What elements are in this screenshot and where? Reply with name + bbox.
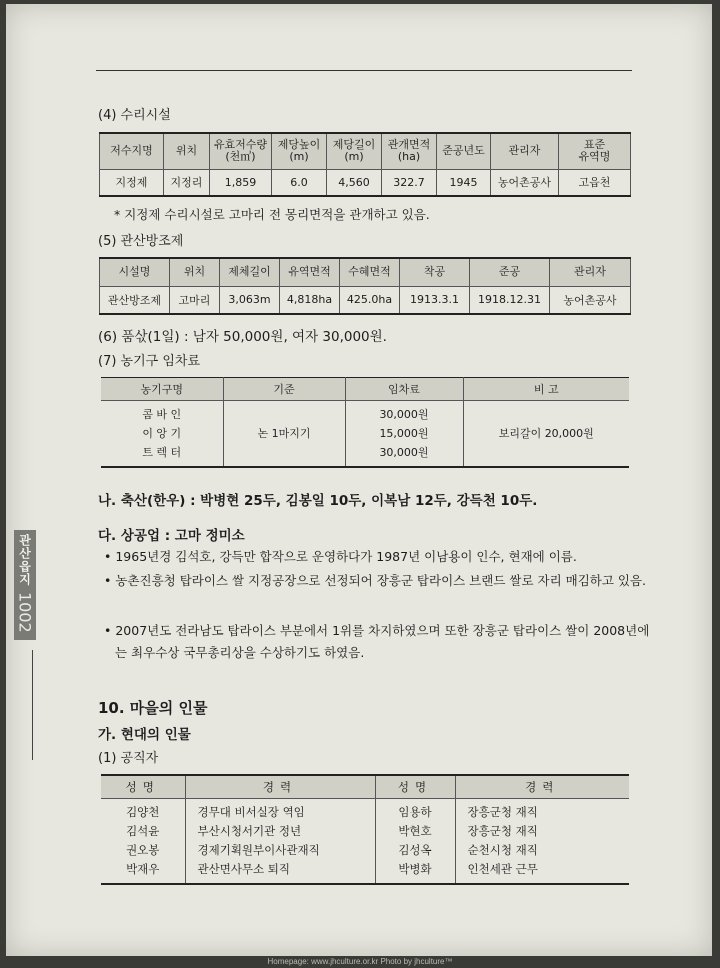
col-header: 경력 (455, 775, 629, 799)
table-cell: 6.0 (272, 169, 327, 196)
table-cell: 1945 (437, 169, 491, 196)
col-header: 착공 (400, 258, 470, 286)
person-name: 김성옥 (398, 843, 432, 857)
col-header: 성명 (101, 775, 185, 799)
names-right (375, 799, 455, 885)
col-header: 위치 (170, 258, 220, 286)
table-cell: 322.7 (382, 169, 437, 196)
col-header: 위치 (164, 133, 210, 169)
machine-list (101, 401, 223, 468)
bullet-item: • 1965년경 김석호, 강득만 합작으로 운영하다가 1987년 이남용이 인수, 현재에 이름. (104, 549, 577, 564)
equipment-rental-table (101, 377, 629, 468)
remark-cell: 보리갈이 20,000원 (498, 426, 594, 440)
table-row (100, 286, 631, 314)
career-text: 인천세관 근무 (467, 862, 538, 876)
col-header: 준공년도 (437, 133, 491, 169)
col-header: 관개면적 (ha) (382, 133, 437, 169)
table-cell: 지정제 (100, 169, 164, 196)
person-name: 권오봉 (126, 843, 160, 857)
col-header: 제체길이 (220, 258, 280, 286)
table-cell: 1918.12.31 (470, 286, 550, 314)
section-5-title: (5) 관산방조제 (98, 234, 184, 249)
table-cell: 지정리 (164, 169, 210, 196)
col-header: 수혜면적 (340, 258, 400, 286)
table-header-row (101, 378, 629, 401)
col-header: 기준 (223, 378, 345, 401)
career-text: 경제기획원부이사관재직 (197, 843, 320, 857)
table-header-row (101, 775, 629, 799)
machine-name: 콤 바 인 (142, 408, 182, 421)
fee-value: 30,000원 (379, 408, 429, 421)
career-text: 장흥군청 재직 (467, 805, 538, 819)
career-text: 부산시청서기관 정년 (197, 824, 302, 838)
table-row (100, 169, 631, 196)
person-name: 임용하 (398, 805, 432, 819)
table-row (101, 401, 629, 468)
col-header: 관리자 (491, 133, 559, 169)
person-name: 김석윤 (126, 824, 160, 838)
machine-name: 이 앙 기 (142, 427, 182, 440)
table-cell: 농어촌공사 (550, 286, 631, 314)
table-header-row (100, 133, 631, 169)
fee-value: 30,000원 (379, 446, 429, 459)
col-header: 임차료 (345, 378, 463, 401)
career-text: 순천시청 재직 (467, 843, 538, 857)
table-cell: 고읍천 (559, 169, 631, 196)
col-header: 농기구명 (101, 378, 223, 401)
section-10-title: 10. 마을의 인물 (98, 699, 208, 717)
subsection-ga-title: 가. 현대의 인물 (98, 727, 191, 743)
col-header: 시설명 (100, 258, 170, 286)
col-header: 성명 (375, 775, 455, 799)
person-name: 박병화 (398, 862, 432, 876)
header-rule (96, 70, 632, 71)
career-text: 경무대 비서실장 역임 (197, 805, 305, 819)
col-header: 경력 (185, 775, 375, 799)
side-tab (14, 530, 36, 640)
fee-list (345, 401, 463, 468)
careers-right (455, 799, 629, 885)
irrigation-table (99, 132, 631, 197)
person-name: 김양천 (126, 805, 160, 819)
commerce-line: 다. 상공업 : 고마 정미소 (98, 528, 245, 544)
table-cell: 425.0ha (340, 286, 400, 314)
section-7-title: (7) 농기구 임차료 (98, 354, 201, 369)
seawall-table (99, 257, 631, 315)
table-cell: 관산방조제 (100, 286, 170, 314)
person-name: 박현호 (398, 824, 432, 838)
table-cell: 1913.3.1 (400, 286, 470, 314)
livestock-line: 나. 축산(한우) : 박병현 25두, 김봉일 10두, 이복남 12두, 강득천 10두. (98, 493, 538, 509)
table-cell: 1,859 (210, 169, 272, 196)
col-header: 유역면적 (280, 258, 340, 286)
col-header: 표준 유역명 (559, 133, 631, 169)
sidebar-title: 관산읍지 (17, 534, 32, 586)
section-1-title: (1) 공직자 (98, 751, 159, 766)
table-cell: 4,818ha (280, 286, 340, 314)
col-header: 관리자 (550, 258, 631, 286)
bullet-item: • 농촌진흥청 탑라이스 쌀 지정공장으로 선정되어 장흥군 탑라이스 브랜드 쌀로 자리 매김하고 있음. (104, 573, 647, 588)
machine-name: 트 렉 터 (142, 446, 182, 459)
col-header: 비 고 (463, 378, 629, 401)
table-cell: 3,063m (220, 286, 280, 314)
col-header: 준공 (470, 258, 550, 286)
table-cell: 고마리 (170, 286, 220, 314)
photo-credit: Homepage: www.jhculture.or.kr Photo by jhculture™ (267, 957, 453, 966)
table-row (101, 799, 629, 885)
col-header: 저수지명 (100, 133, 164, 169)
basis-cell: 논 1마지기 (223, 401, 345, 468)
career-text: 장흥군청 재직 (467, 824, 538, 838)
table-cell: 4,560 (327, 169, 382, 196)
col-header: 제당높이 (m) (272, 133, 327, 169)
col-header: 유효저수량 (천㎥) (210, 133, 272, 169)
table-cell: 농어촌공사 (491, 169, 559, 196)
section-4-title: (4) 수리시설 (98, 108, 171, 123)
table-header-row (100, 258, 631, 286)
careers-left (185, 799, 375, 885)
officials-table (101, 774, 629, 885)
wage-line: (6) 품삯(1일) : 남자 50,000원, 여자 30,000원. (98, 329, 387, 345)
col-header: 제당길이 (m) (327, 133, 382, 169)
career-text: 관산면사무소 퇴직 (197, 862, 291, 876)
irrigation-note: * 지정제 수리시설로 고마리 전 몽리면적을 관개하고 있음. (114, 207, 430, 222)
bullet-item: • 2007년도 전라남도 탑라이스 부분에서 1위를 차지하였으며 또한 장흥군 탑라이스 쌀이 2008년에는 최우수상 국무총리상을 수상하기도 하였음. (104, 623, 650, 660)
person-name: 박재우 (126, 862, 160, 876)
page-number: 1002 (15, 592, 35, 633)
side-rule (32, 650, 33, 760)
names-left (101, 799, 185, 885)
fee-value: 15,000원 (379, 427, 429, 440)
